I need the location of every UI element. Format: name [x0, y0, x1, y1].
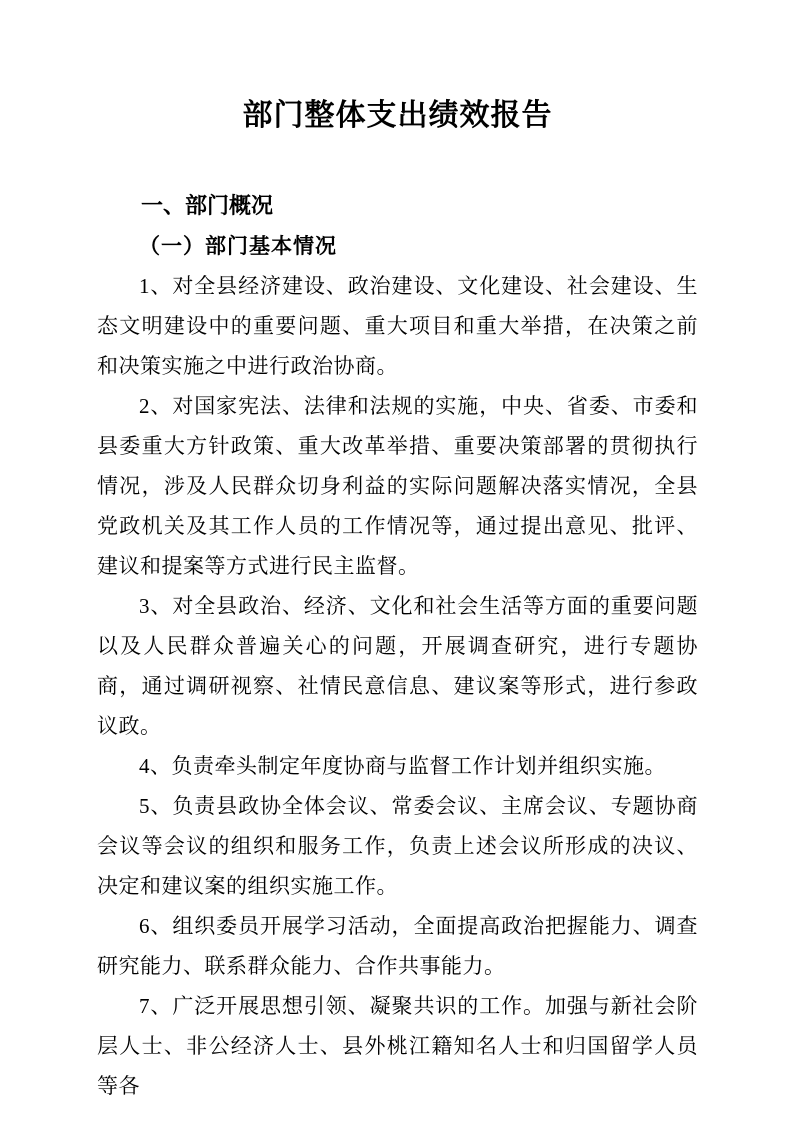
body-paragraph-7: 7、广泛开展思想引领、凝聚共识的工作。加强与新社会阶层人士、非公经济人士、县外桃江籍知名人士和归国留学人员等各: [97, 994, 698, 1098]
section-heading: 一、部门概况: [141, 193, 274, 218]
body-paragraph-3: 3、对全县政治、经济、文化和社会生活等方面的重要问题以及人民群众普遍关心的问题，开展调查研究，进行专题协商，通过调研视察、社情民意信息、建议案等形式，进行参政议政。: [97, 594, 698, 738]
body-paragraph-6: 6、组织委员开展学习活动，全面提高政治把握能力、调查研究能力、联系群众能力、合作共事能力。: [97, 914, 698, 978]
body-paragraph-5: 5、负责县政协全体会议、常委会议、主席会议、专题协商会议等会议的组织和服务工作，负责上述会议所形成的决议、决定和建议案的组织实施工作。: [97, 794, 698, 898]
body-paragraph-1: 1、对全县经济建设、政治建设、文化建设、社会建设、生态文明建设中的重要问题、重大项目和重大举措，在决策之前和决策实施之中进行政治协商。: [97, 274, 698, 378]
body-paragraph-2: 2、对国家宪法、法律和法规的实施，中央、省委、市委和县委重大方针政策、重大改革举措、重要决策部署的贯彻执行情况，涉及人民群众切身利益的实际问题解决落实情况，全县党政机关及其工作人员的工作情况等，通过提出意见、批评、建议和提案等方式进行民主监督。: [97, 394, 698, 578]
document-body: [97, 186, 698, 1106]
subsection-heading: （一）部门基本情况: [139, 234, 337, 258]
body-paragraph-4: 4、负责牵头制定年度协商与监督工作计划并组织实施。: [139, 754, 666, 778]
document-title: 部门整体支出绩效报告: [242, 99, 553, 132]
